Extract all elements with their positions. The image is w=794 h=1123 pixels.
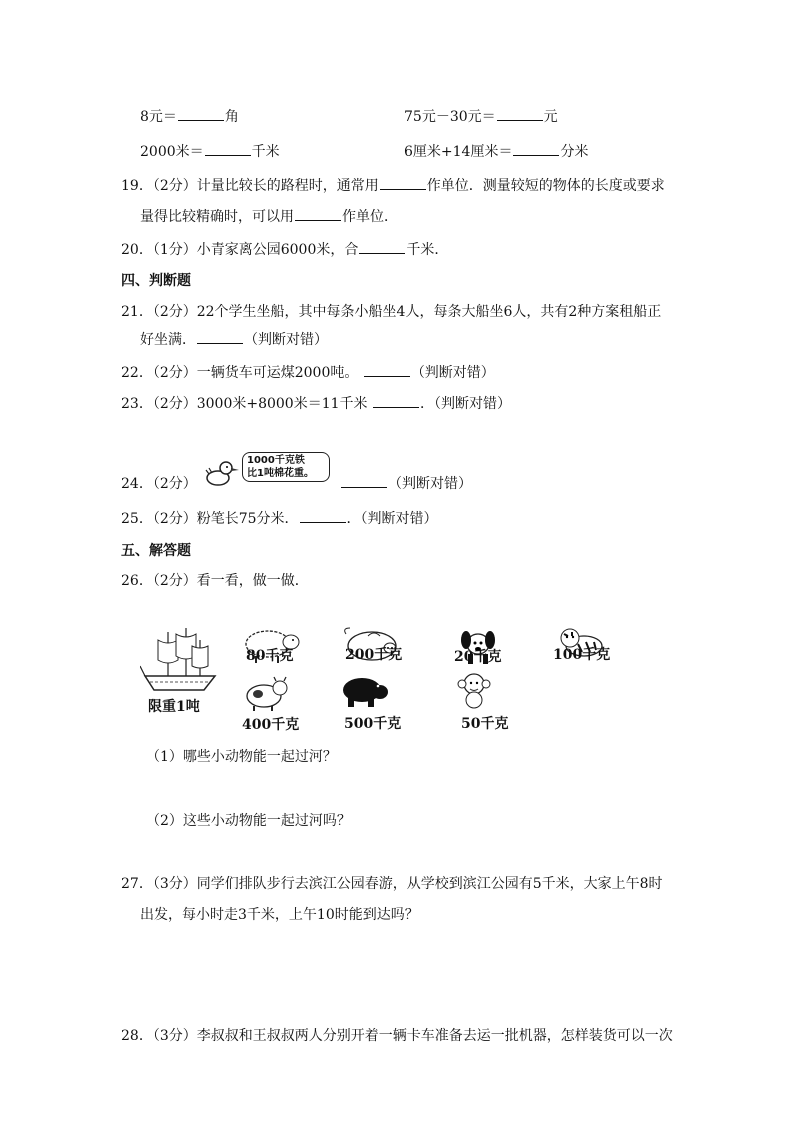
question-20: 20．（1分）小青家离公园6000米，合 千米． [121, 242, 449, 258]
animal-weight-monkey: 50千克 [461, 716, 509, 732]
answer-blank[interactable] [178, 108, 224, 121]
answer-blank[interactable] [513, 143, 559, 156]
question-23: 23．（2分）3000米+8000米＝11千米 ．（判断对错） [121, 396, 511, 412]
answer-blank[interactable] [380, 177, 426, 190]
answer-blank[interactable] [359, 241, 405, 254]
question-21-line-2: 好坐满． （判断对错） [140, 332, 328, 348]
question-27-line-1: 27．（3分）同学们排队步行去滨江公园春游，从学校到滨江公园有5千米，大家上午8时 [121, 876, 663, 892]
question-24-answer: （判断对错） [340, 473, 472, 493]
cow-icon [242, 676, 290, 712]
animal-weight-dog: 20千克 [454, 649, 502, 665]
answer-blank[interactable] [205, 143, 251, 156]
answer-blank[interactable] [341, 475, 387, 488]
sailing-ship-icon [140, 626, 220, 694]
question-24-label: 24．（2分） [121, 476, 197, 492]
section-heading-judge: 四、判断题 [121, 273, 191, 289]
answer-blank[interactable] [295, 208, 341, 221]
answer-blank[interactable] [373, 395, 419, 408]
question-25: 25．（2分）粉笔长75分米． ．（判断对错） [121, 511, 438, 527]
question-26-title: 26．（2分）看一看，做一做． [121, 573, 309, 589]
question-28-line-1: 28．（3分）李叔叔和王叔叔两人分别开着一辆卡车准备去运一批机器，怎样装货可以一次 [121, 1028, 673, 1044]
monkey-icon [454, 670, 494, 710]
animal-weight-pig: 200千克 [345, 647, 403, 663]
conversion-1: 8元＝ 角 [140, 109, 239, 125]
duck-icon [204, 458, 244, 488]
animal-weight-hippo: 500千克 [344, 716, 402, 732]
hippo-icon [340, 672, 388, 708]
conversion-4: 6厘米+14厘米＝ 分米 [404, 144, 589, 160]
question-19-line-1: 19．（2分）计量比较长的路程时，通常用 作单位．测量较短的物体的长度或要求 [121, 178, 665, 194]
question-26-sub-2: （2）这些小动物能一起过河吗？ [146, 813, 351, 829]
question-27-line-2: 出发，每小时走3千米，上午10时能到达吗？ [140, 907, 419, 923]
conversion-3: 2000米＝ 千米 [140, 144, 280, 160]
answer-blank[interactable] [197, 331, 243, 344]
speech-bubble: 1000千克铁 比1吨棉花重。 [242, 452, 330, 482]
boat-weight-limit: 限重1吨 [148, 699, 200, 715]
question-22: 22．（2分）一辆货车可运煤2000吨。 （判断对错） [121, 365, 495, 381]
question-21-line-1: 21．（2分）22个学生坐船，其中每条小船坐4人，每条大船坐6人，共有2种方案租船正 [121, 304, 662, 320]
animal-weight-cow: 400千克 [242, 717, 300, 733]
answer-blank[interactable] [364, 364, 410, 377]
answer-blank[interactable] [497, 108, 543, 121]
section-heading-solve: 五、解答题 [121, 543, 191, 559]
conversion-2: 75元－30元＝ 元 [404, 109, 558, 125]
question-26-sub-1: （1）哪些小动物能一起过河？ [146, 749, 337, 765]
animal-weight-tiger: 100千克 [553, 647, 611, 663]
animal-weight-sheep: 80千克 [246, 648, 294, 664]
question-19-line-2: 量得比较精确时，可以用 作单位． [140, 209, 398, 225]
answer-blank[interactable] [300, 510, 346, 523]
